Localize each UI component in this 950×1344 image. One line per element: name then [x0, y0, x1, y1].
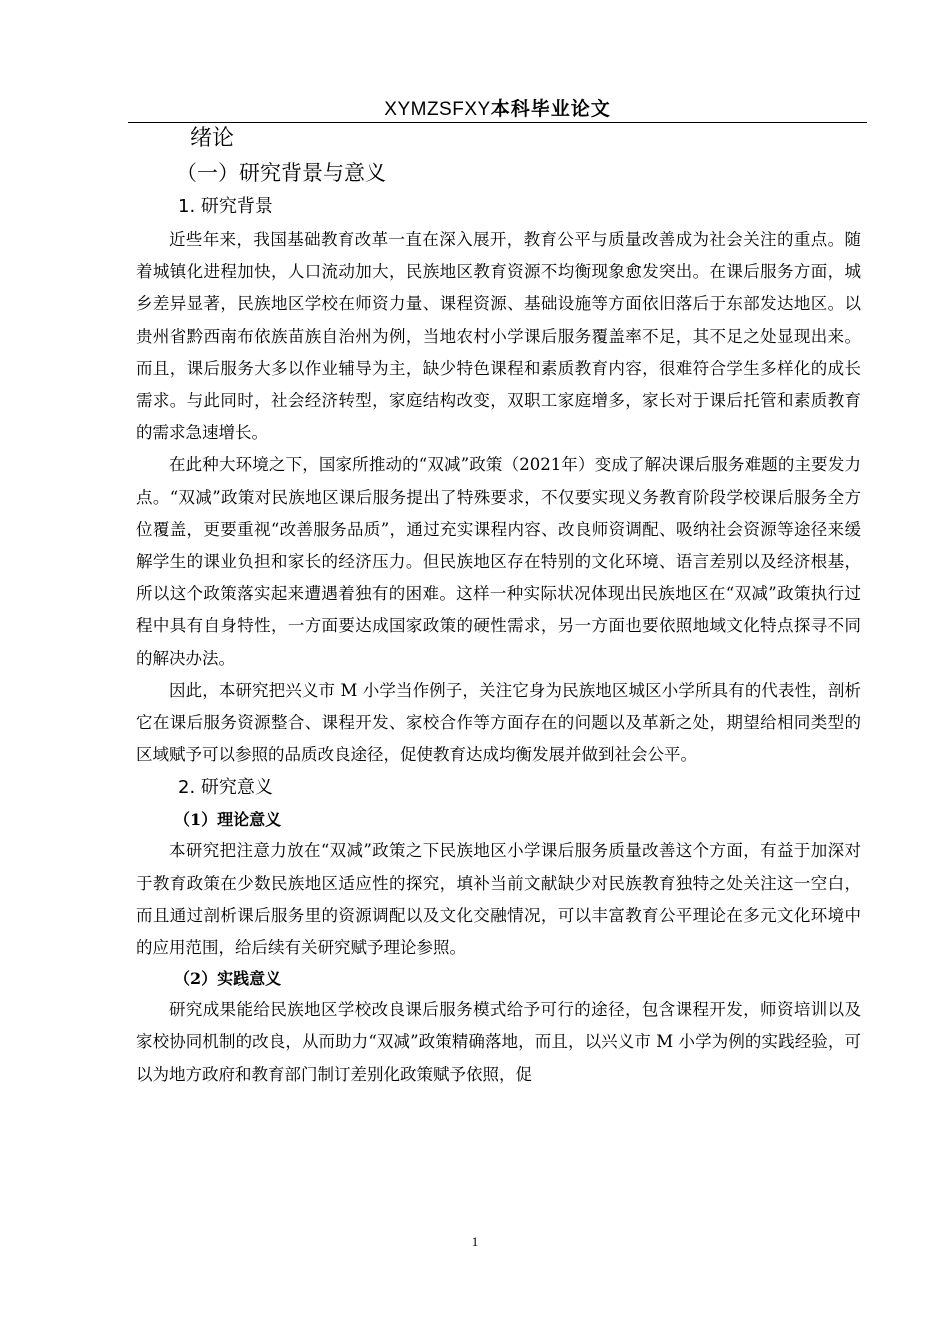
chapter-title: 绪论: [190, 126, 235, 151]
header-school-code: XYMZSFXY: [384, 99, 491, 120]
section-title: （一）研究背景与意义: [176, 161, 386, 185]
background-paragraph-2: 在此种大环境之下，国家所推动的“双减”政策（2021年）变成了解决课后服务难题的主要发力点。“双减”政策对民族地区课后服务提出了特殊要求，不仅要实现义务教育阶段学校课后服务全方位覆盖，更要重视“改善服务品质”，通过充实课程内容、改良师资调配、吸纳社会资源等途径来缓解学生的课业负担和家长的经济压力。但民族地区存在特别的文化环境、语言差别以及经济根基，所以这个政策落实起来遭遇着独有的困难。这样一种实际状况体现出民族地区在“双减”政策执行过程中具有自身特性，一方面要达成国家政策的硬性需求，另一方面也要依照地域文化特点探寻不同的解决办法。: [136, 455, 861, 668]
page-number: 1: [471, 1234, 479, 1249]
page-body: [136, 122, 861, 1091]
theory-significance-title: （1）理论意义: [174, 810, 282, 830]
background-paragraph-3: 因此，本研究把兴义市 M 小学当作例子，关注它身为民族地区城区小学所具有的代表性，剖析它在课后服务资源整合、课程开发、家校合作等方面存在的问题以及革新之处，期望给相同类型的区域赋予可以参照的品质改良途径，促使教育达成均衡发展并做到社会公平。: [136, 680, 861, 765]
background-paragraph-1: 近些年来，我国基础教育改革一直在深入展开，教育公平与质量改善成为社会关注的重点。随着城镇化进程加快，人口流动加大，民族地区教育资源不均衡现象愈发突出。在课后服务方面，城乡差异显著，民族地区学校在师资力量、课程资源、基础设施等方面依旧落后于东部发达地区。以贵州省黔西南布依族苗族自治州为例，当地农村小学课后服务覆盖率不足，其不足之处显现出来。而且，课后服务大多以作业辅导为主，缺少特色课程和素质教育内容，很难符合学生多样化的成长需求。与此同时，社会经济转型，家庭结构改变，双职工家庭增多，家长对于课后托管和素质教育的需求急速增长。: [136, 230, 861, 443]
theory-significance-paragraph: 本研究把注意力放在“双减”政策之下民族地区小学课后服务质量改善这个方面，有益于加深对于教育政策在少数民族地区适应性的探究，填补当前文献缺少对民族教育独特之处关注这一空白，而且通过剖析课后服务里的资源调配以及文化交融情况，可以丰富教育公平理论在多元文化环境中的应用范围，给后续有关研究赋予理论参照。: [136, 841, 861, 958]
subsection-significance-title: 2. 研究意义: [178, 777, 273, 799]
practice-significance-title: （2）实践意义: [174, 969, 282, 989]
header-thesis-label: 本科毕业论文: [490, 98, 611, 120]
subsection-background-title: 1. 研究背景: [178, 196, 273, 217]
practice-significance-paragraph: 研究成果能给民族地区学校改良课后服务模式给予可行的途径，包含课程开发，师资培训以及家校协同机制的改良，从而助力“双减”政策精确落地，而且，以兴义市 M 小学为例的实践经验，可以为地方政府和教育部门制订差别化政策赋予依照，促: [136, 1000, 861, 1084]
page-header: [128, 96, 867, 123]
